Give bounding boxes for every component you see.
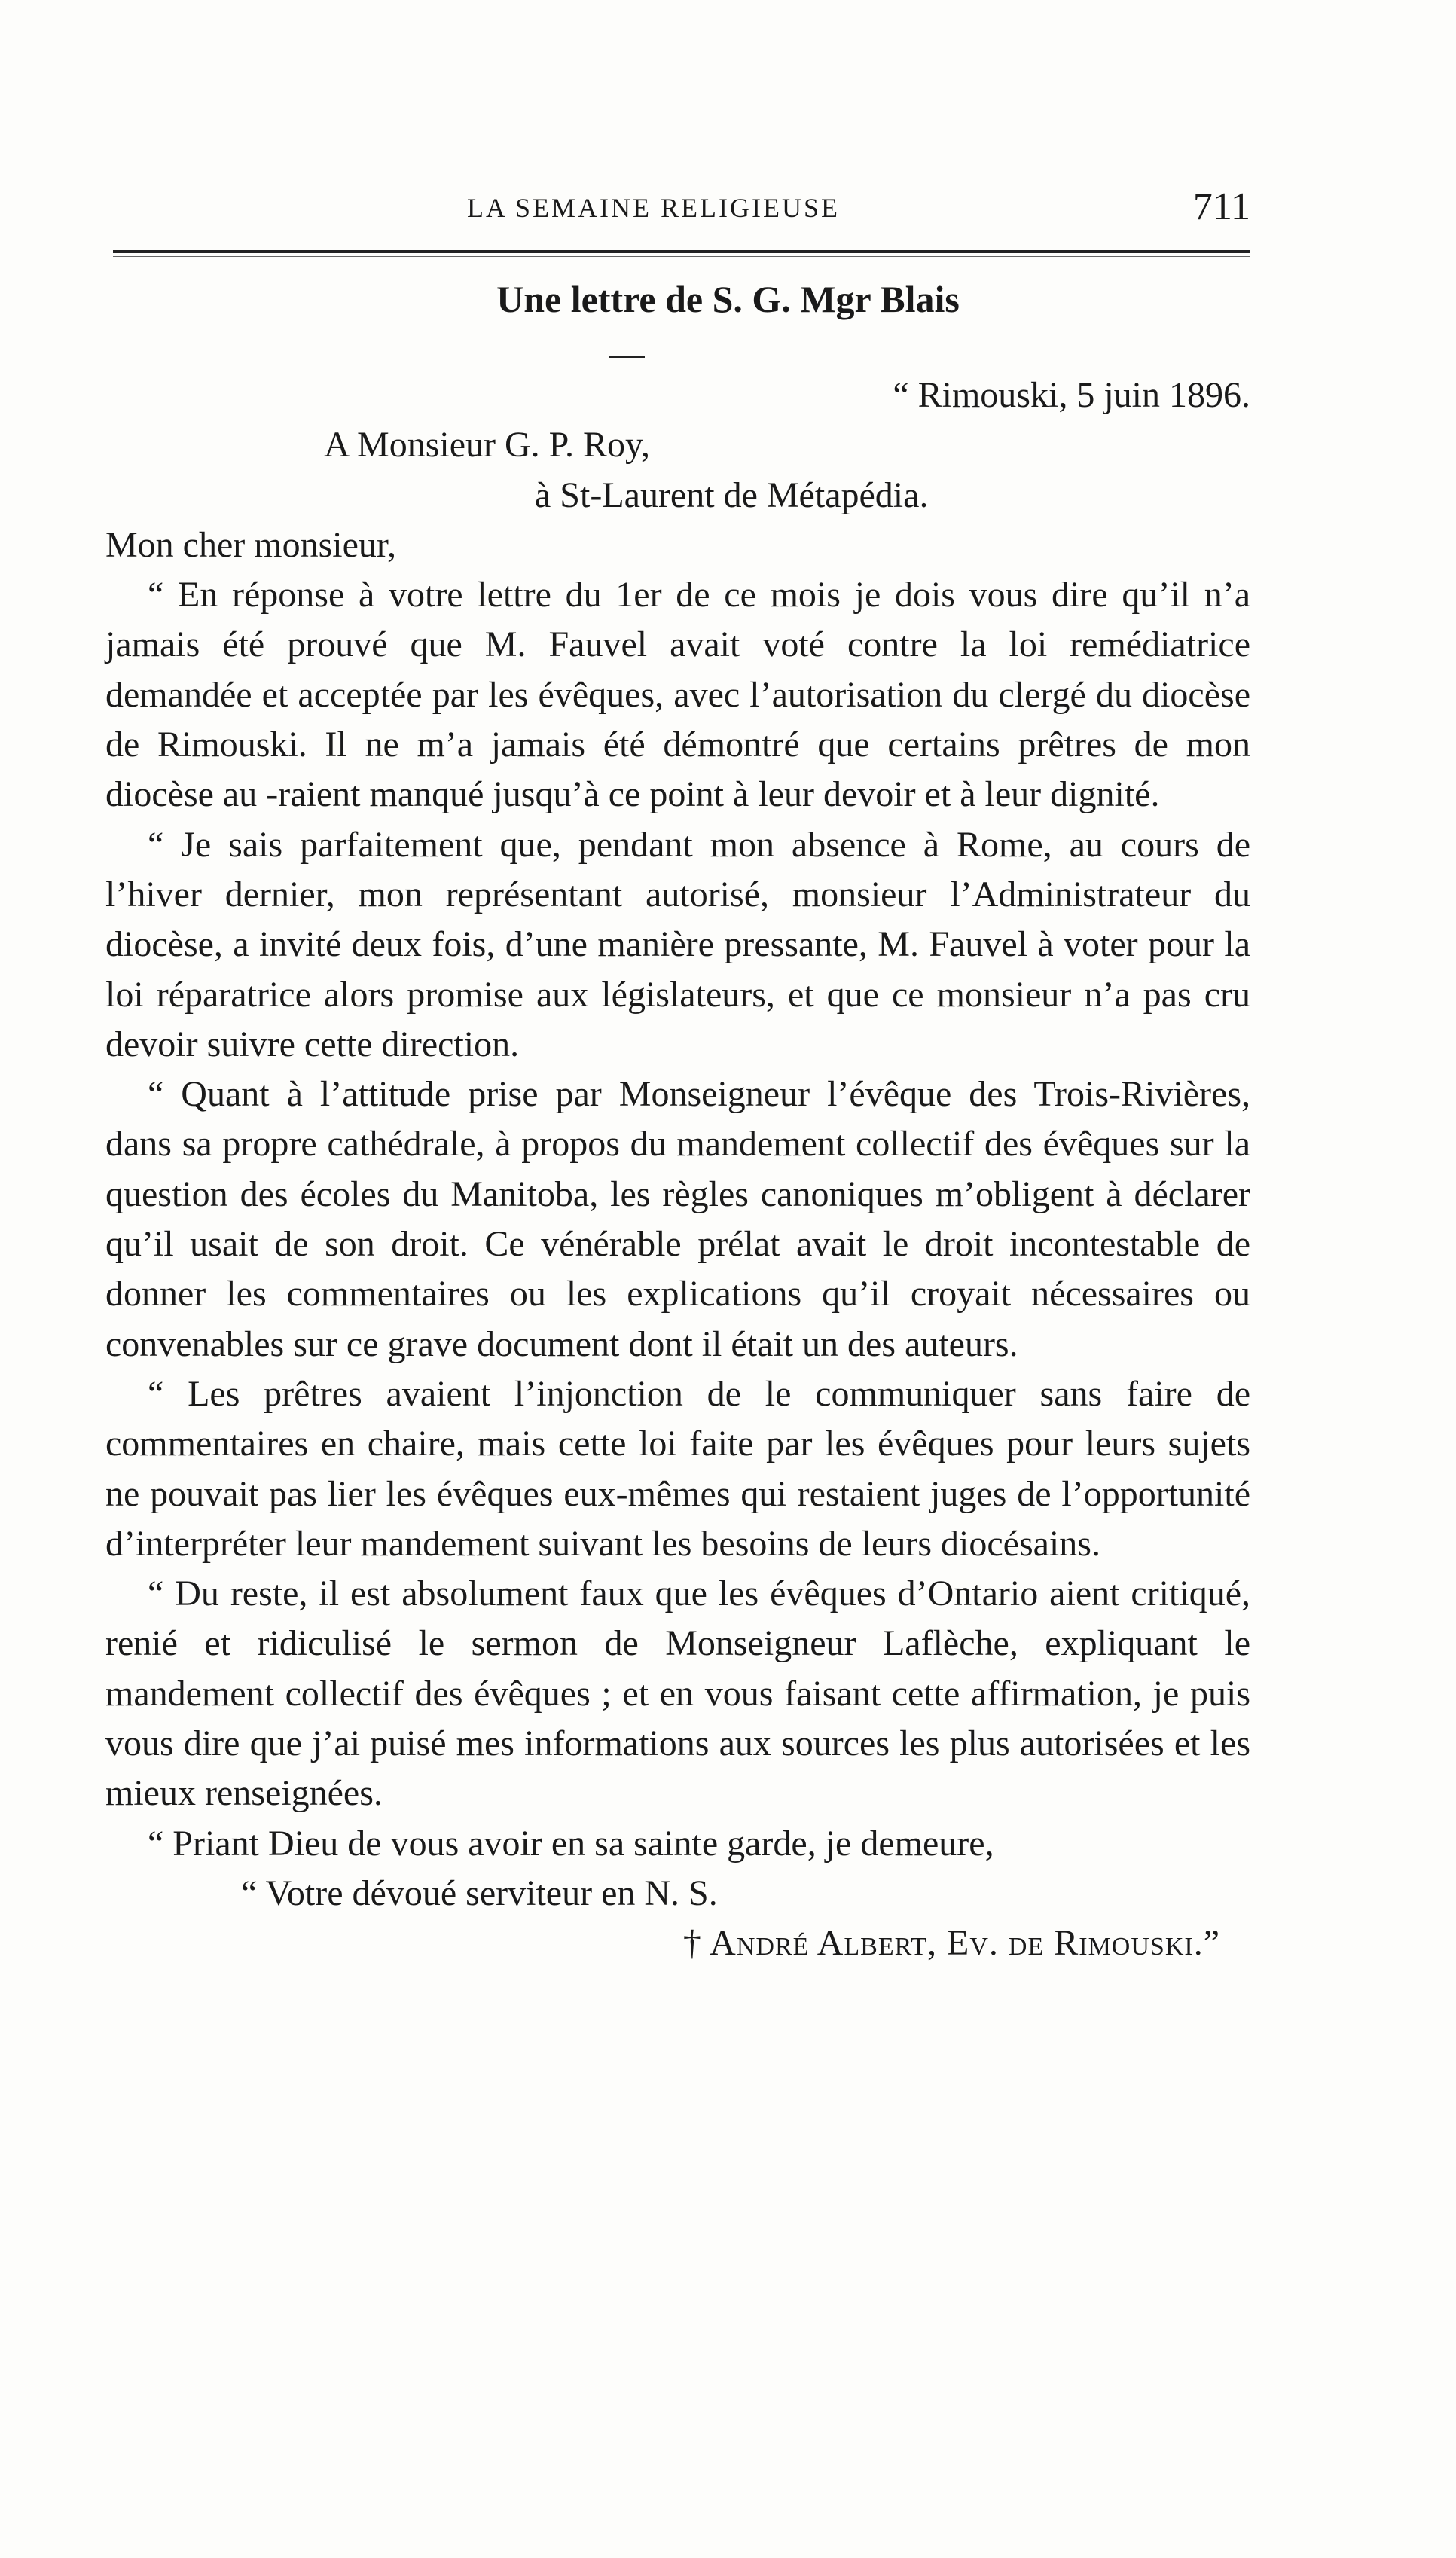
salutation: Mon cher monsieur, [105, 524, 396, 565]
running-head [105, 185, 1250, 237]
header-rule [113, 250, 1250, 253]
addressee: A Monsieur G. P. Roy, [324, 425, 650, 466]
paragraph-5: “ Du reste, il est absolument faux que les évêques d’Ontario aient critiqué, renié et ridiculisé le sermon de Monseigneur Laflèche, expliquant le mandement collectif des évêques ; et en vous faisant cette affirmation, je puis vous dire que j’ai puisé mes informations aux sources les plus autorisées et les mieux renseignées. [105, 1574, 1250, 1814]
running-title: LA SEMAINE RELIGIEUSE [467, 193, 840, 223]
paragraph-4: “ Les prêtres avaient l’injonction de le communiquer sans faire de commentaires en chaire, mais cette loi faite par les évêques pour leurs sujets ne pouvait pas lier les évêques eux-mêmes qui restaient juges de l’opportunité d’interpréter leur mandement suivant les besoins de leurs diocésains. [105, 1373, 1250, 1564]
address: à St-Laurent de Métapédia. [535, 475, 929, 515]
letter-body [105, 371, 1250, 1969]
closing: “ Votre dévoué serviteur en N. S. [241, 1873, 718, 1913]
article-title: Une lettre de S. G. Mgr Blais [496, 278, 960, 320]
signature-text: † André Albert, Ev. de Rimouski.” [682, 1923, 1220, 1964]
header-rule-thin [113, 256, 1250, 257]
signature [105, 1918, 1250, 1968]
page-number: 711 [1192, 185, 1250, 228]
paragraph-2: “ Je sais parfaitement que, pendant mon absence à Rome, au cours de l’hiver dernier, mon représentant autorisé, monsieur l’Administrateur du diocèse, a invité deux fois, d’une manière pressante, M. Fauvel à voter pour la loi réparatrice alors promise aux législateurs, et que ce monsieur n’a pas cru devoir suivre cette direction. [105, 824, 1250, 1064]
paragraph-3: “ Quant à l’attitude prise par Monseigneur l’évêque des Trois-Rivières, dans sa propre cathédrale, à propos du mandement collectif des évêques sur la question des écoles du Manitoba, les règles canoniques m’obligent à déclarer qu’il usait de son droit. Ce vénérable prélat avait le droit incontestable de donner les commentaires ou les explications qu’il croyait nécessaires ou convenables sur ce grave document dont il était un des auteurs. [105, 1074, 1250, 1364]
paragraph-1: “ En réponse à votre lettre du 1er de ce mois je dois vous dire qu’il n’a jamais été prouvé que M. Fauvel avait voté contre la loi remédiatrice demandée et acceptée par les évêques, avec l’autorisation du clergé du diocèse de Rimouski. Il ne m’a jamais été démontré que certains prêtres de mon diocèse au -raient manqué jusqu’à ce point à leur devoir et à leur dignité. [105, 575, 1250, 815]
dateline: “ Rimouski, 5 juin 1896. [893, 375, 1250, 415]
title-dash [609, 356, 645, 358]
paragraph-6: “ Priant Dieu de vous avoir en sa sainte garde, je demeure, [148, 1823, 994, 1864]
